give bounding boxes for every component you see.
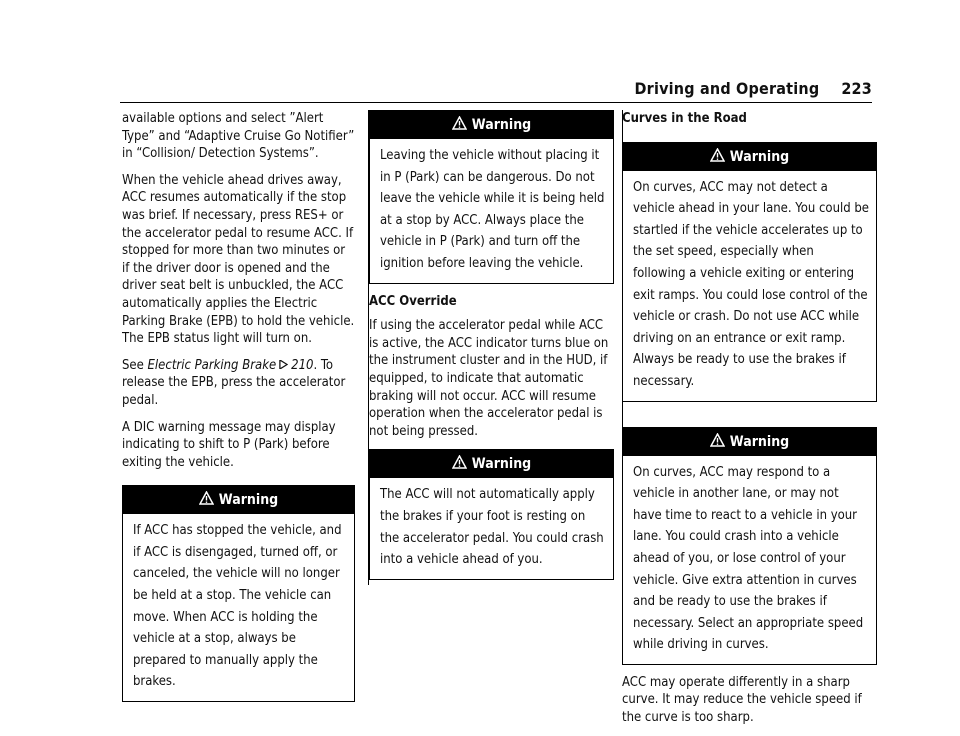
warning-triangle-icon xyxy=(710,148,725,162)
subheading-curves: Curves in the Road xyxy=(622,111,747,126)
header-rule xyxy=(120,102,872,103)
cross-reference-link[interactable]: Electric Parking Brake xyxy=(147,357,277,373)
warning-triangle-icon xyxy=(452,116,467,130)
paragraph: available options and select ”Alert Type” and “Adaptive Cruise Go Notifier” in “Collision/ Detection Systems”. xyxy=(122,111,355,162)
warning-box xyxy=(369,110,614,284)
warning-header xyxy=(623,143,876,171)
warning-box xyxy=(622,427,877,665)
warning-title: Warning xyxy=(729,433,790,450)
warning-text: On curves, ACC may not detect a vehicle ahead in your lane. You could be startled if the vehicle accelerates up to the set speed, especially when following a vehicle exiting or entering exit ramps. You could lose control of the vehicle or crash. Do not use ACC while driving on an entrance or exit ramp. Always be ready to use the brakes if necessary. xyxy=(633,179,870,389)
cross-reference-page[interactable]: 210 xyxy=(291,357,314,373)
warning-triangle-icon xyxy=(199,491,214,505)
paragraph: When the vehicle ahead drives away, ACC resumes automatically if the stop was brief. If necessary, press RES+ or the accelerator pedal to resume ACC. If stopped for more than two minutes or if the driver door is opened and the driver seat belt is unbuckled, the ACC automatically applies the Electric Parking Brake (EPB) to hold the vehicle. The EPB status light will turn on. xyxy=(122,172,355,347)
warning-header xyxy=(370,450,613,478)
warning-header xyxy=(370,111,613,139)
subheading-acc-override: ACC Override xyxy=(369,293,457,309)
warning-box xyxy=(369,449,614,579)
warning-title: Warning xyxy=(218,492,279,509)
warning-title: Warning xyxy=(471,117,532,133)
warning-text: Leaving the vehicle without placing it in P (Park) can be dangerous. Do not leave the vehicle while it is being held at a stop by ACC. Always place the vehicle in P (Park) and turn off the ignition before leaving the vehicle. xyxy=(380,148,605,271)
paragraph: If using the accelerator pedal while ACC is active, the ACC indicator turns blue on the instrument cluster and in the HUD, if equipped, to indicate that automatic braking will not occur. ACC will resume operation when the accelerator pedal is not being pressed. xyxy=(369,318,609,439)
warning-text: If ACC has stopped the vehicle, and if ACC is disengaged, turned off, or canceled, the vehicle will no longer be held at a stop. The vehicle can move. When ACC is holding the vehicle at a stop, always be prepared to manually apply the brakes. xyxy=(133,523,342,690)
page-number: 223 xyxy=(841,79,872,98)
warning-triangle-icon xyxy=(452,455,467,469)
page-reference-icon xyxy=(279,360,288,369)
warning-text: On curves, ACC may respond to a vehicle in another lane, or may not have time to react to a vehicle in your lane. You could crash into a vehicle ahead of you, or lose control of your vehicle. Give extra attention in curves and be ready to use the brakes if necessary. Select an appropriate speed while driving in curves. xyxy=(633,464,864,653)
column-2 xyxy=(369,110,614,589)
warning-header xyxy=(623,428,876,456)
warning-text: The ACC will not automatically apply the brakes if your foot is resting on the accelerator pedal. You could crash into a vehicle ahead of you. xyxy=(380,487,604,568)
warning-box xyxy=(622,142,877,402)
warning-title: Warning xyxy=(729,148,790,165)
paragraph: A DIC warning message may display indicating to shift to P (Park) before exiting the vehicle. xyxy=(122,419,336,470)
warning-box xyxy=(122,485,355,702)
warning-title: Warning xyxy=(471,456,532,473)
paragraph: ACC may operate differently in a sharp curve. It may reduce the vehicle speed if the curve is too sharp. xyxy=(622,674,862,726)
warning-triangle-icon xyxy=(710,433,725,447)
paragraph-epb-reference: See Electric Parking Brake 210. To release the EPB, press the accelerator pedal. xyxy=(122,357,346,408)
column-1 xyxy=(122,110,355,711)
page-header xyxy=(635,79,872,98)
column-3 xyxy=(622,110,877,736)
section-title: Driving and Operating xyxy=(634,79,820,98)
warning-header xyxy=(123,486,354,514)
